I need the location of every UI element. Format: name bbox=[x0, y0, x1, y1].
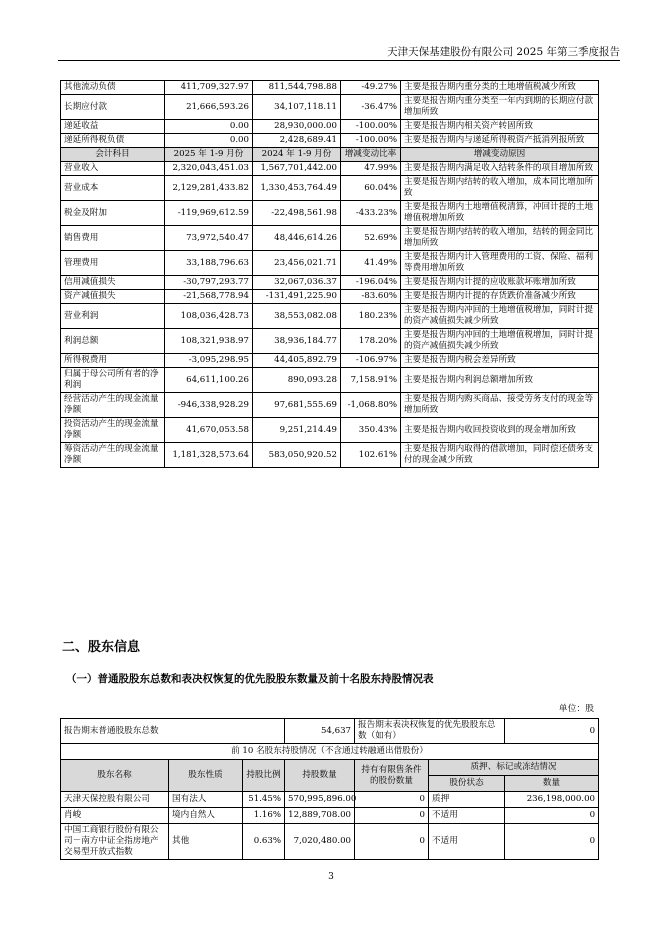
prior-value-cell: 23,456,021.71 bbox=[253, 251, 341, 276]
reason-cell: 主要是报告期内计提的存货跌价准备减少所致 bbox=[401, 290, 599, 304]
shareholder-name: 中国工商银行股份有限公司－南方中证全指房地产交易型开放式指数 bbox=[61, 824, 169, 860]
unit-label: 单位：股 bbox=[558, 704, 594, 714]
table-row bbox=[61, 276, 599, 290]
change-ratio-cell: 178.20% bbox=[341, 329, 401, 354]
reason-cell: 主要是报告期内冲回的土地增值税增加，同时计提的资产减值损失减少所致 bbox=[401, 329, 599, 354]
page-number: 3 bbox=[328, 872, 334, 882]
table-row bbox=[61, 329, 599, 354]
item-cell: 递延收益 bbox=[61, 120, 165, 134]
reason-cell: 增减变动原因 bbox=[401, 148, 599, 162]
current-value-cell: 108,036,428.73 bbox=[165, 304, 253, 329]
change-ratio-cell: 52.69% bbox=[341, 226, 401, 251]
prior-value-cell: -131,491,225.90 bbox=[253, 290, 341, 304]
pledge-state: 不适用 bbox=[429, 824, 505, 860]
reason-cell: 主要是报告期内收回投资收到的现金增加所致 bbox=[401, 418, 599, 443]
table-row bbox=[61, 443, 599, 468]
current-value-cell: -946,338,928.29 bbox=[165, 393, 253, 418]
report-header-title: 天津天保基建股份有限公司 2025 年第三季度报告 bbox=[387, 46, 620, 58]
prior-value-cell: 44,405,892.79 bbox=[253, 354, 341, 368]
restricted-qty: 0 bbox=[355, 824, 429, 860]
reason-cell: 主要是报告期内与递延所得税资产抵消列报所致 bbox=[401, 134, 599, 148]
current-value-cell: 33,188,796.63 bbox=[165, 251, 253, 276]
shareholder-nature: 国有法人 bbox=[169, 792, 243, 808]
reason-cell: 主要是报告期内取得的借款增加，同时偿还债务支付的现金减少所致 bbox=[401, 443, 599, 468]
pledge-qty: 0 bbox=[505, 808, 599, 824]
restricted-qty: 0 bbox=[355, 792, 429, 808]
prior-value-cell: 48,446,614.26 bbox=[253, 226, 341, 251]
table-row bbox=[61, 393, 599, 418]
reason-cell: 主要是报告期内相关资产转固所致 bbox=[401, 120, 599, 134]
reason-cell: 主要是报告期内税会差异所致 bbox=[401, 354, 599, 368]
item-cell: 营业利润 bbox=[61, 304, 165, 329]
item-cell: 所得税费用 bbox=[61, 354, 165, 368]
prior-value-cell: 9,251,214.49 bbox=[253, 418, 341, 443]
change-ratio-cell: 102.61% bbox=[341, 443, 401, 468]
col-header-qty: 持股数量 bbox=[285, 760, 355, 792]
shareholder-table bbox=[60, 718, 599, 860]
change-ratio-cell: -100.00% bbox=[341, 134, 401, 148]
current-value-cell: 0.00 bbox=[165, 120, 253, 134]
change-ratio-cell: 60.04% bbox=[341, 176, 401, 201]
holding-ratio: 0.63% bbox=[243, 824, 285, 860]
prior-value-cell: 38,553,082.08 bbox=[253, 304, 341, 329]
change-analysis-table bbox=[60, 80, 599, 468]
change-ratio-cell: 47.99% bbox=[341, 162, 401, 176]
current-value-cell: -21,568,778.94 bbox=[165, 290, 253, 304]
current-value-cell: 64,611,100.26 bbox=[165, 368, 253, 393]
item-cell: 利润总额 bbox=[61, 329, 165, 354]
change-ratio-cell: -83.60% bbox=[341, 290, 401, 304]
current-value-cell: -119,969,612.59 bbox=[165, 201, 253, 226]
col-header-nature: 股东性质 bbox=[169, 760, 243, 792]
change-ratio-cell: 41.49% bbox=[341, 251, 401, 276]
prior-value-cell: -22,498,561.98 bbox=[253, 201, 341, 226]
table-row bbox=[61, 120, 599, 134]
shareholder-nature: 其他 bbox=[169, 824, 243, 860]
change-ratio-cell: -36.47% bbox=[341, 95, 401, 120]
item-cell: 资产减值损失 bbox=[61, 290, 165, 304]
current-value-cell: 73,972,540.47 bbox=[165, 226, 253, 251]
change-ratio-cell: -106.97% bbox=[341, 354, 401, 368]
reason-cell: 主要是报告期内重分类的土地增值税减少所致 bbox=[401, 81, 599, 95]
pledge-qty: 236,198,000.00 bbox=[505, 792, 599, 808]
reason-cell: 主要是报告期内满足收入结转条件的项目增加所致 bbox=[401, 162, 599, 176]
reason-cell: 主要是报告期内结转的收入增加，结转的佣金同比增加所致 bbox=[401, 226, 599, 251]
table-row bbox=[61, 226, 599, 251]
col-header-restricted: 持有有限售条件的股份数量 bbox=[355, 760, 429, 792]
pledge-state: 不适用 bbox=[429, 808, 505, 824]
item-cell: 经营活动产生的现金流量净额 bbox=[61, 393, 165, 418]
current-value-cell: 1,181,328,573.64 bbox=[165, 443, 253, 468]
pref-holders-label: 报告期末表决权恢复的优先股股东总数（如有） bbox=[355, 719, 505, 744]
section-subtitle: （一）普通股股东总数和表决权恢复的优先股股东数量及前十名股东持股情况表 bbox=[66, 673, 434, 685]
col-header-pledge-qty: 数量 bbox=[505, 776, 599, 792]
prior-value-cell: 97,681,555.69 bbox=[253, 393, 341, 418]
holding-qty: 570,995,896.00 bbox=[285, 792, 355, 808]
table-row bbox=[61, 418, 599, 443]
item-cell: 递延所得税负债 bbox=[61, 134, 165, 148]
reason-cell: 主要是报告期内购买商品、接受劳务支付的现金等增加所致 bbox=[401, 393, 599, 418]
change-ratio-cell: -433.23% bbox=[341, 201, 401, 226]
table-row bbox=[61, 304, 599, 329]
prior-value-cell: 811,544,798.88 bbox=[253, 81, 341, 95]
reason-cell: 主要是报告期内计入管理费用的工资、保险、福利等费用增加所致 bbox=[401, 251, 599, 276]
header-divider bbox=[58, 60, 620, 61]
prior-value-cell: 1,330,453,764.49 bbox=[253, 176, 341, 201]
shareholder-name: 肖峻 bbox=[61, 808, 169, 824]
col-header-ratio: 持股比例 bbox=[243, 760, 285, 792]
item-cell: 营业成本 bbox=[61, 176, 165, 201]
current-value-cell: 41,670,053.58 bbox=[165, 418, 253, 443]
prior-value-cell: 2024 年 1-9 月份 bbox=[253, 148, 341, 162]
restricted-qty: 0 bbox=[355, 808, 429, 824]
pledge-state: 质押 bbox=[429, 792, 505, 808]
top10-caption: 前 10 名股东持股情况（不含通过转融通出借股份） bbox=[61, 744, 599, 760]
current-value-cell: -30,797,293.77 bbox=[165, 276, 253, 290]
reason-cell: 主要是报告期内计提的应收账款坏账增加所致 bbox=[401, 276, 599, 290]
item-cell: 销售费用 bbox=[61, 226, 165, 251]
change-ratio-cell: 180.23% bbox=[341, 304, 401, 329]
col-header-pledge: 质押、标记或冻结情况 bbox=[429, 760, 599, 776]
prior-value-cell: 38,936,184.77 bbox=[253, 329, 341, 354]
item-cell: 投资活动产生的现金流量净额 bbox=[61, 418, 165, 443]
shareholder-row bbox=[61, 824, 599, 860]
item-cell: 营业收入 bbox=[61, 162, 165, 176]
table-row bbox=[61, 162, 599, 176]
reason-cell: 主要是报告期内冲回的土地增值税增加，同时计提的资产减值损失减少所致 bbox=[401, 304, 599, 329]
prior-value-cell: 1,567,701,442.00 bbox=[253, 162, 341, 176]
shareholder-name: 天津天保控股有限公司 bbox=[61, 792, 169, 808]
prior-value-cell: 890,093.28 bbox=[253, 368, 341, 393]
reason-cell: 主要是报告期内结转的收入增加，成本同比增加所致 bbox=[401, 176, 599, 201]
holding-qty: 7,020,480.00 bbox=[285, 824, 355, 860]
prior-value-cell: 32,067,036.37 bbox=[253, 276, 341, 290]
current-value-cell: 2,129,281,433.82 bbox=[165, 176, 253, 201]
col-header-state: 股份状态 bbox=[429, 776, 505, 792]
reason-cell: 主要是报告期内重分类至一年内到期的长期应付款增加所致 bbox=[401, 95, 599, 120]
holding-ratio: 1.16% bbox=[243, 808, 285, 824]
change-ratio-cell: -196.04% bbox=[341, 276, 401, 290]
table-row bbox=[61, 95, 599, 120]
current-value-cell: 2025 年 1-9 月份 bbox=[165, 148, 253, 162]
total-holders-value: 54,637 bbox=[285, 719, 355, 744]
prior-value-cell: 28,930,000.00 bbox=[253, 120, 341, 134]
table-row bbox=[61, 176, 599, 201]
section-title: 二、股东信息 bbox=[62, 640, 141, 655]
item-cell: 会计科目 bbox=[61, 148, 165, 162]
item-cell: 其他流动负债 bbox=[61, 81, 165, 95]
reason-cell: 主要是报告期内利润总额增加所致 bbox=[401, 368, 599, 393]
change-ratio-cell: -1,068.80% bbox=[341, 393, 401, 418]
item-cell: 归属于母公司所有者的净利润 bbox=[61, 368, 165, 393]
pledge-qty: 0 bbox=[505, 824, 599, 860]
table-row bbox=[61, 354, 599, 368]
change-ratio-cell: 350.43% bbox=[341, 418, 401, 443]
shareholder-row bbox=[61, 792, 599, 808]
table-row bbox=[61, 368, 599, 393]
change-ratio-cell: -49.27% bbox=[341, 81, 401, 95]
col-header-name: 股东名称 bbox=[61, 760, 169, 792]
prior-value-cell: 2,428,689.41 bbox=[253, 134, 341, 148]
item-cell: 筹资活动产生的现金流量净额 bbox=[61, 443, 165, 468]
current-value-cell: 411,709,327.97 bbox=[165, 81, 253, 95]
table-row bbox=[61, 251, 599, 276]
item-cell: 长期应付款 bbox=[61, 95, 165, 120]
current-value-cell: 2,320,043,451.03 bbox=[165, 162, 253, 176]
pref-holders-value: 0 bbox=[505, 719, 599, 744]
item-cell: 税金及附加 bbox=[61, 201, 165, 226]
holding-qty: 12,889,708.00 bbox=[285, 808, 355, 824]
change-ratio-cell: 增减变动比率 bbox=[341, 148, 401, 162]
reason-cell: 主要是报告期内土地增值税清算，冲回计提的土地增值税增加所致 bbox=[401, 201, 599, 226]
change-ratio-cell: 7,158.91% bbox=[341, 368, 401, 393]
shareholder-nature: 境内自然人 bbox=[169, 808, 243, 824]
table-header-row bbox=[61, 148, 599, 162]
table-row bbox=[61, 134, 599, 148]
total-holders-label: 报告期末普通股股东总数 bbox=[61, 719, 285, 744]
change-ratio-cell: -100.00% bbox=[341, 120, 401, 134]
current-value-cell: 108,321,938.97 bbox=[165, 329, 253, 354]
item-cell: 信用减值损失 bbox=[61, 276, 165, 290]
shareholder-row bbox=[61, 808, 599, 824]
holding-ratio: 51.45% bbox=[243, 792, 285, 808]
prior-value-cell: 34,107,118.11 bbox=[253, 95, 341, 120]
item-cell: 管理费用 bbox=[61, 251, 165, 276]
table-row bbox=[61, 81, 599, 95]
current-value-cell: 0.00 bbox=[165, 134, 253, 148]
current-value-cell: 21,666,593.26 bbox=[165, 95, 253, 120]
table-row bbox=[61, 201, 599, 226]
current-value-cell: -3,095,298.95 bbox=[165, 354, 253, 368]
prior-value-cell: 583,050,920.52 bbox=[253, 443, 341, 468]
table-row bbox=[61, 290, 599, 304]
